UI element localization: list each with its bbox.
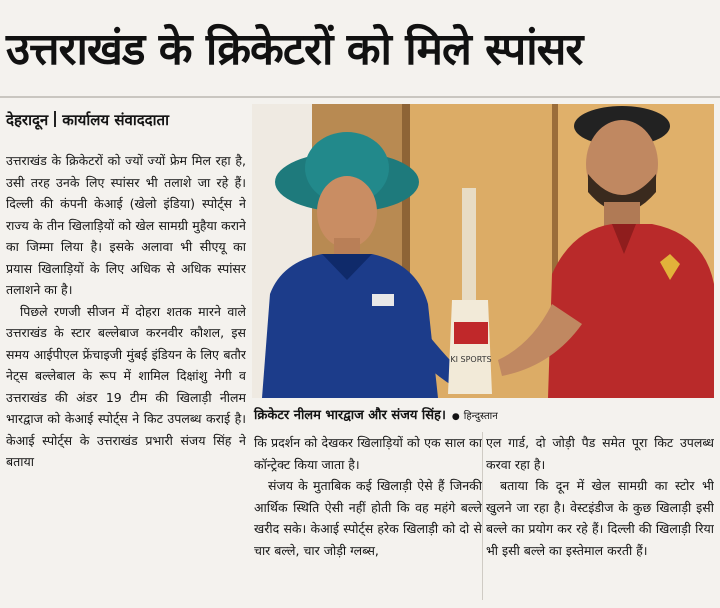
byline-place: देहरादून: [6, 111, 49, 129]
byline-reporter: कार्यालय संवाददाता: [62, 111, 169, 129]
byline-separator: [54, 111, 56, 127]
caption-source: हिन्दुस्तान: [463, 411, 498, 422]
article-column-3: [486, 432, 714, 602]
bat-brand-label: KI SPORTS: [450, 355, 492, 364]
column3-paragraph-1: एल गार्ड, दो जोड़ी पैड समेत पूरा किट उपलब्ध करवा रहा है।: [486, 435, 714, 472]
column-divider: [482, 432, 483, 600]
column2-paragraph-1: कि प्रदर्शन को देखकर खिलाड़ियों को एक साल का कॉन्ट्रेक्ट किया जाता है।: [254, 435, 482, 472]
column3-paragraph-2: बताया कि दून में खेल सामग्री का स्टोर भी खुलने जा रहा है। वेस्टइंडीज के कुछ खिलाड़ी इसी बल्ले का प्रयोग कर रहे हैं। दिल्ली की खिलाड़ी रिया भी इसी बल्ले का इस्तेमाल करती हैं।: [486, 478, 714, 558]
headline-divider: [0, 96, 720, 98]
photo-caption: [254, 404, 714, 428]
caption-bullet: ●: [451, 412, 460, 422]
caption-text: क्रिकेटर नीलम भारद्वाज और संजय सिंह।: [254, 408, 446, 423]
article-column-1: [6, 150, 246, 600]
news-photo: [252, 104, 714, 398]
column1-paragraph-1: उत्तराखंड के क्रिकेटरों को ज्यों ज्यों फ्रेम मिल रहा है, उसी तरह उनके लिए स्पांसर भी तलाशे जा रहे हैं। दिल्ली की कंपनी केआई (खेलो इंडिया) स्पोर्ट्स ने राज्य के तीन खिलाड़ियों को खेल सामग्री मुहैया कराने का जिम्मा लिया है। इसके अलावा भी सीएयू का प्रयास खिलाड़ियों के लिए अधिक से अधिक स्पांसर तलाशने का है।: [6, 153, 246, 297]
column2-paragraph-2: संजय के मुताबिक कई खिलाड़ी ऐसे हैं जिनकी आर्थिक स्थिति ऐसी नहीं होती कि वह महंगे बल्ले खरीद सके। केआई स्पोर्ट्स हरेक खिलाड़ी को दो से चार बल्ले, चार जोड़ी ग्लब्स,: [254, 478, 482, 558]
byline: [6, 108, 246, 132]
article-column-2: [254, 432, 482, 602]
photo-illustration: [252, 104, 714, 398]
headline: उत्तराखंड के क्रिकेटरों को मिले स्पांसर: [6, 24, 583, 75]
column1-paragraph-2: पिछले रणजी सीजन में दोहरा शतक मारने वाले उत्तराखंड के स्टार बल्लेबाज करनवीर कौशल, इस समय आईपीएल फ्रेंचाइजी मुंबई इंडियन के लिए बतौर नेट्स बल्लेबाल के रूप में शामिल दिक्षांशु नेगी व उत्तराखंड की अंडर 19 टीम की खिलाड़ी नीलम भारद्वाज को केआई स्पोर्ट्स ने किट उपलब्ध कराई है। केआई स्पोर्ट्स के उत्तराखंड प्रभारी संजय सिंह ने बताया: [6, 303, 246, 469]
